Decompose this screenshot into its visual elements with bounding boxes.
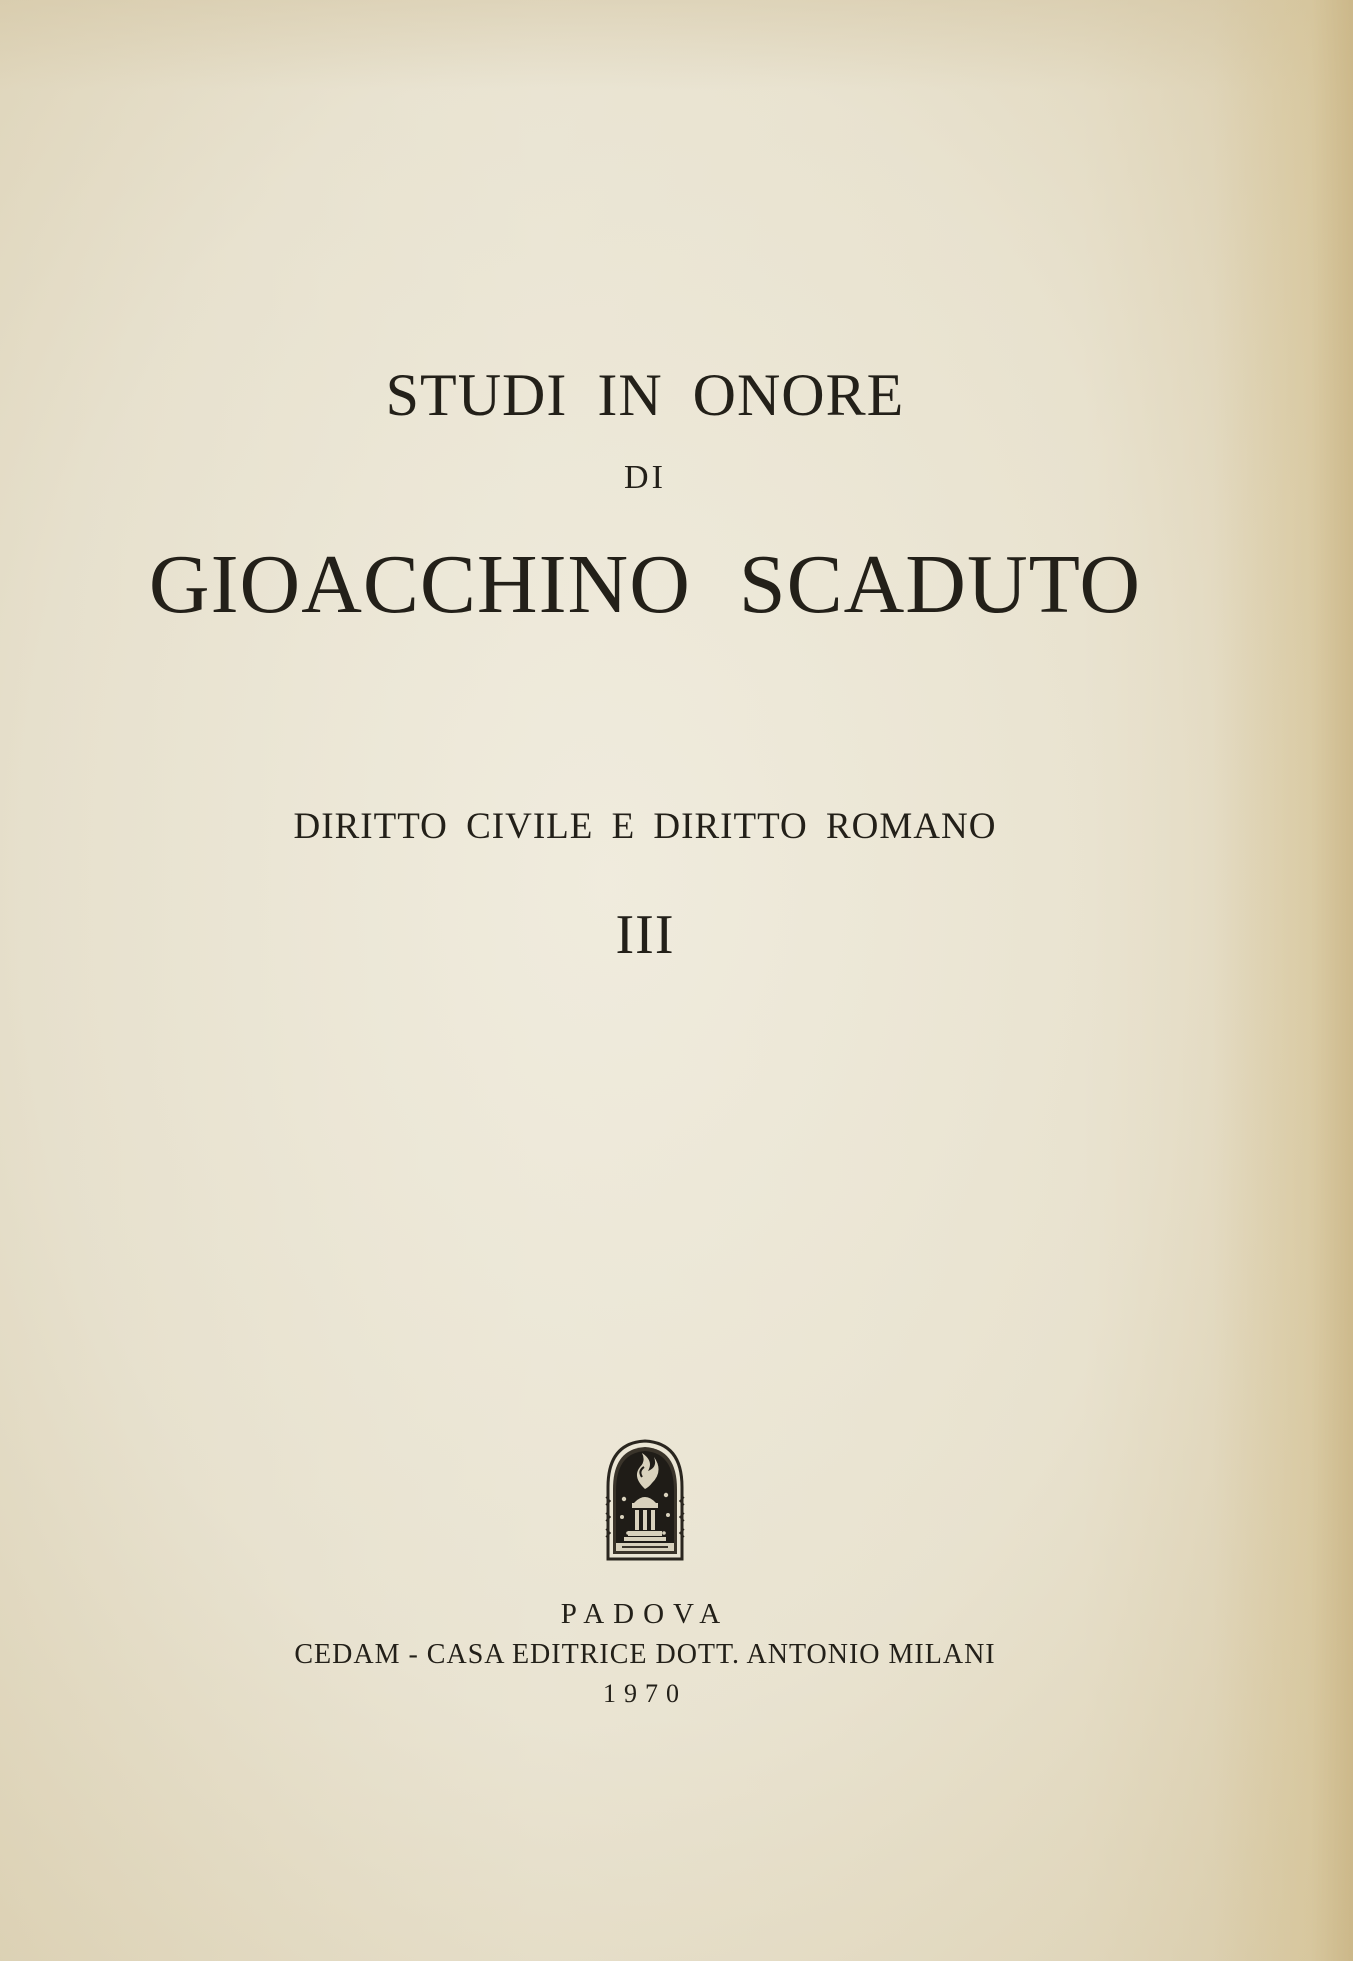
honoree-name: GIOACCHINO SCADUTO bbox=[148, 538, 1142, 631]
imprint-publisher: CEDAM - CASA EDITRICE DOTT. ANTONIO MILANI bbox=[294, 1639, 996, 1670]
page-edge-shadow-top bbox=[0, 0, 1353, 90]
imprint-city: PADOVA bbox=[560, 1598, 730, 1630]
subtitle: DIRITTO CIVILE E DIRITTO ROMANO bbox=[293, 806, 997, 847]
volume-number: III bbox=[615, 904, 675, 966]
imprint-year: 1970 bbox=[603, 1679, 687, 1708]
title-connector: DI bbox=[624, 459, 666, 496]
publisher-emblem-icon bbox=[602, 1437, 688, 1565]
title-line: STUDI IN ONORE bbox=[385, 362, 905, 428]
